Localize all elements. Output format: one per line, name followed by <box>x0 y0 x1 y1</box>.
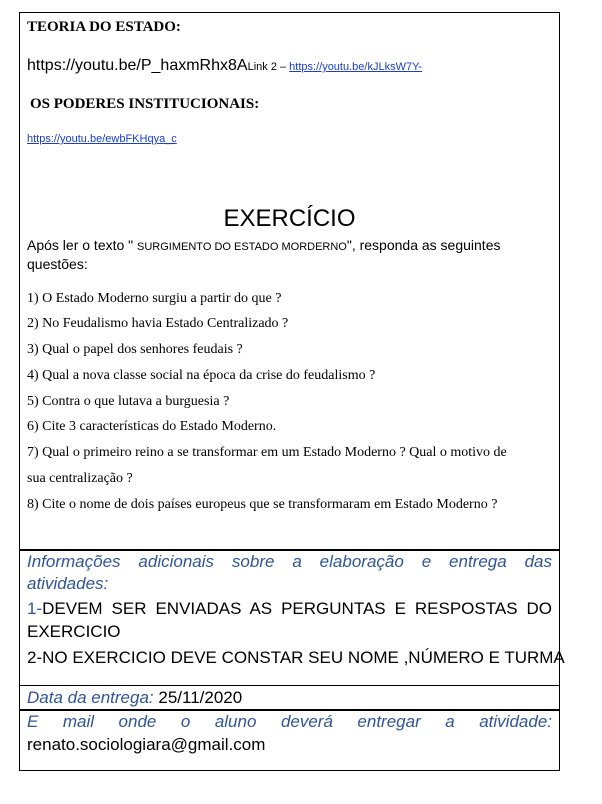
video-url-3[interactable]: https://youtu.be/ewbFKHqya_c <box>27 133 177 145</box>
question-6: 6) Cite 3 características do Estado Moderno. <box>27 419 277 434</box>
intro-text-c: ", responda as seguintes <box>346 237 501 253</box>
info-item-1-line1 <box>27 599 552 619</box>
link2-label: Link 2 – <box>247 61 290 73</box>
email-box <box>19 709 560 771</box>
info-heading-line1: Informações adicionais sobre a elaboração e entrega das <box>27 552 552 571</box>
info-item-2: 2-NO EXERCICIO DEVE CONSTAR SEU NOME ,NÚMERO E TURMA <box>27 648 565 667</box>
question-3: 3) Qual o papel dos senhores feudais ? <box>27 342 243 357</box>
question-8: 8) Cite o nome de dois países europeus que se transformaram em Estado Moderno ? <box>27 497 498 512</box>
delivery-date-box <box>19 685 560 711</box>
question-7-continued: sua centralização ? <box>27 471 133 486</box>
video-link-line <box>27 57 422 75</box>
info-item-1-number: 1- <box>27 599 43 618</box>
content-box <box>19 12 560 551</box>
info-heading-line2: atividades: <box>27 574 109 593</box>
exercise-intro-line2: questões: <box>27 256 88 272</box>
video-url-2[interactable]: https://youtu.be/kJLksW7Y- <box>289 61 423 73</box>
exercise-intro-line1 <box>27 237 500 253</box>
delivery-date-line <box>27 688 242 708</box>
email-address[interactable]: renato.sociologiara@gmail.com <box>27 735 266 754</box>
delivery-date-label: Data da entrega: <box>27 688 154 707</box>
question-4: 4) Qual a nova classe social na época da crise do feudalismo ? <box>27 368 376 383</box>
intro-text-a: Após ler o texto " <box>27 237 138 253</box>
info-item-1-line2: EXERCICIO <box>27 622 121 641</box>
question-2: 2) No Feudalismo havia Estado Centralizado ? <box>27 316 289 331</box>
question-5: 5) Contra o que lutava a burguesia ? <box>27 394 230 409</box>
heading-poderes-institucionais: OS PODERES INSTITUCIONAIS: <box>30 96 260 112</box>
document-page <box>19 12 565 770</box>
video-url-1[interactable]: https://youtu.be/P_haxmRhx8A <box>27 57 248 74</box>
question-7: 7) Qual o primeiro reino a se transformar em um Estado Moderno ? Qual o motivo de <box>27 445 507 460</box>
heading-teoria-do-estado: TEORIA DO ESTADO: <box>27 19 181 35</box>
delivery-date-value: 25/11/2020 <box>158 688 243 707</box>
exercise-title: EXERCÍCIO <box>223 205 356 232</box>
additional-info-box <box>19 549 565 686</box>
info-item-1-text: DEVEM SER ENVIADAS AS PERGUNTAS E RESPOSTAS DO <box>42 599 552 618</box>
question-1: 1) O Estado Moderno surgiu a partir do que ? <box>27 291 282 306</box>
email-label: E mail onde o aluno deverá entregar a atividade: <box>27 712 552 731</box>
intro-text-title: SURGIMENTO DO ESTADO MORDERNO <box>137 241 347 253</box>
